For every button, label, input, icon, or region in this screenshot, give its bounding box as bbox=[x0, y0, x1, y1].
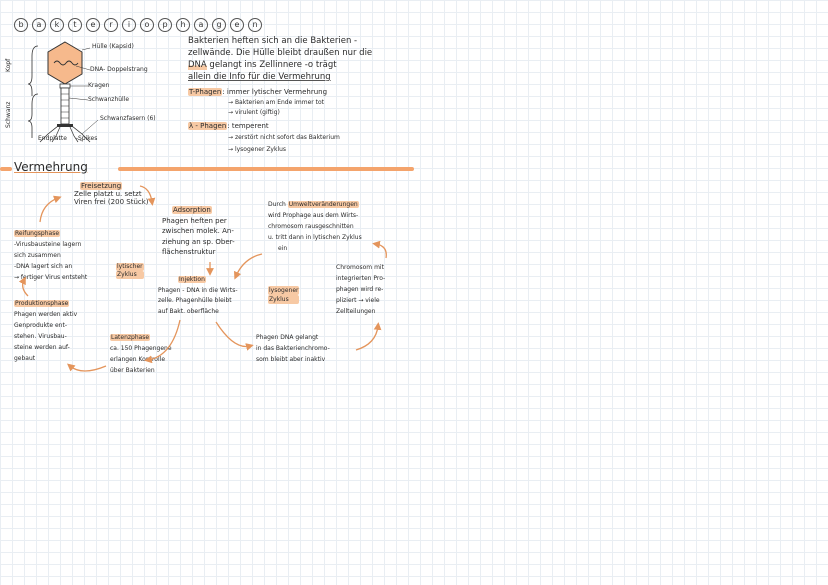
label-schwanzhuelle: Schwanzhülle bbox=[88, 96, 130, 103]
title-letter: a bbox=[32, 18, 46, 32]
produktionsphase-block: Produktionsphase Phagen werden aktiv Genprodukte ent- stehen. Virusbau- steine werden auf- gebaut bbox=[14, 300, 78, 362]
t-phagen-bullet-2: → virulent (giftig) bbox=[228, 109, 280, 116]
freisetzung-title: Freisetzung bbox=[81, 182, 122, 190]
section-heading-vermehrung: Vermehrung bbox=[14, 160, 88, 174]
label-endplatte: Endplatte bbox=[38, 135, 67, 142]
injektion-title: Injektion bbox=[179, 276, 205, 283]
label-spikes: Spikes bbox=[78, 135, 98, 142]
adsorption-title: Adsorption bbox=[173, 206, 211, 214]
adsorption-block: Adsorption Phagen heften per zwischen molek. An- ziehung an sp. Ober- flächenstruktur bbox=[162, 206, 235, 256]
latenzphase-title: Latenzphase bbox=[111, 334, 150, 341]
lambda-phagen-bullet-1: → zerstört nicht sofort das Bakterium bbox=[228, 134, 340, 141]
intro-dna-highlight: DNA bbox=[188, 60, 207, 70]
umwelt-highlight: Umweltveränderungen bbox=[288, 201, 358, 208]
title-letter: o bbox=[140, 18, 154, 32]
title-letter: p bbox=[158, 18, 172, 32]
produktionsphase-title: Produktionsphase bbox=[15, 300, 69, 307]
arrow-injektion-latenz bbox=[148, 320, 180, 360]
phagen-dna-block: Phagen DNA gelangt in das Bakterienchromo- som bleibt aber inaktiv bbox=[256, 334, 330, 363]
lytischer-zyklus-label: lytischer Zyklus bbox=[117, 263, 143, 278]
t-phagen-line: T-Phagen: immer lytischer Vermehrung bbox=[189, 88, 328, 96]
title-letter: e bbox=[86, 18, 100, 32]
t-phagen-bullet-1: → Bakterien am Ende immer tot bbox=[228, 99, 325, 106]
reifungsphase-title: Reifungsphase bbox=[15, 230, 60, 237]
arrow-reifung-freisetzung bbox=[40, 198, 58, 222]
title-letter: g bbox=[212, 18, 226, 32]
title-letter: n bbox=[248, 18, 262, 32]
label-schwanzfasern: Schwanzfasern (6) bbox=[100, 115, 156, 122]
arrow-freisetzung-adsorption bbox=[140, 186, 152, 202]
label-kapsid: Hülle (Kapsid) bbox=[92, 43, 134, 50]
intro-line-2: zellwände. Die Hülle bleibt draußen nur die bbox=[188, 48, 373, 58]
intro-line-3: DNA gelangt ins Zellinnere -o trägt bbox=[188, 60, 337, 70]
title-letter: r bbox=[104, 18, 118, 32]
arrow-latenz-produktion bbox=[70, 366, 106, 371]
title-letter: k bbox=[50, 18, 64, 32]
reifungsphase-block: Reifungsphase -Virusbausteine lagern sich zusammen -DNA lagert sich an → fertiger Virus entsteht bbox=[14, 230, 88, 281]
label-kragen: Kragen bbox=[88, 82, 110, 89]
lambda-phagen-label: λ - Phagen bbox=[189, 122, 227, 130]
t-phagen-label: T-Phagen bbox=[189, 88, 222, 96]
arrow-injektion-phagendna bbox=[216, 322, 250, 347]
lysogener-zyklus-label: lysogener Zyklus bbox=[269, 287, 299, 303]
label-dna: DNA- Doppelstrang bbox=[90, 66, 148, 73]
injektion-block: Injektion Phagen - DNA in die Wirts- zelle. Phagenhülle bleibt auf Bakt. oberfläche bbox=[158, 276, 238, 315]
lambda-phagen-line: λ - Phagen: temperent bbox=[189, 122, 269, 130]
arrow-produktion-reifung bbox=[23, 280, 28, 296]
title-letter: t bbox=[68, 18, 82, 32]
label-schwanz: Schwanz bbox=[5, 101, 12, 128]
title-letter: b bbox=[14, 18, 28, 32]
cycle-arrows bbox=[0, 0, 420, 390]
freisetzung-block: Freisetzung Zelle platzt u. setzt Viren frei (200 Stück) bbox=[74, 182, 149, 207]
intro-line-4: allein die Info für die Vermehrung bbox=[188, 72, 331, 82]
title-letter: i bbox=[122, 18, 136, 32]
arrow-chromosom-umwelt bbox=[376, 244, 386, 258]
arrow-phagendna-chromosom bbox=[356, 326, 378, 350]
title-letter: a bbox=[194, 18, 208, 32]
title-letter: e bbox=[230, 18, 244, 32]
label-kopf: Kopf bbox=[5, 58, 12, 72]
lambda-phagen-bullet-2: → lysogener Zyklus bbox=[228, 146, 287, 153]
intro-line-1: Bakterien heften sich an die Bakterien - bbox=[188, 36, 358, 46]
latenzphase-block: Latenzphase ca. 150 Phagengene erlangen Kontrolle über Bakterien bbox=[110, 334, 172, 374]
chromosom-block: Chromosom mit integrierten Pro- phagen wird re- pliziert → viele Zellteilungen bbox=[336, 264, 386, 315]
arrow-umwelt-injektion bbox=[236, 254, 262, 276]
umwelt-block: Durch Umweltveränderungen wird Prophage aus dem Wirts- chromosom rausgeschnitten u. tritt dann in lytischen Zyklus ein bbox=[268, 201, 362, 252]
title-letter: h bbox=[176, 18, 190, 32]
